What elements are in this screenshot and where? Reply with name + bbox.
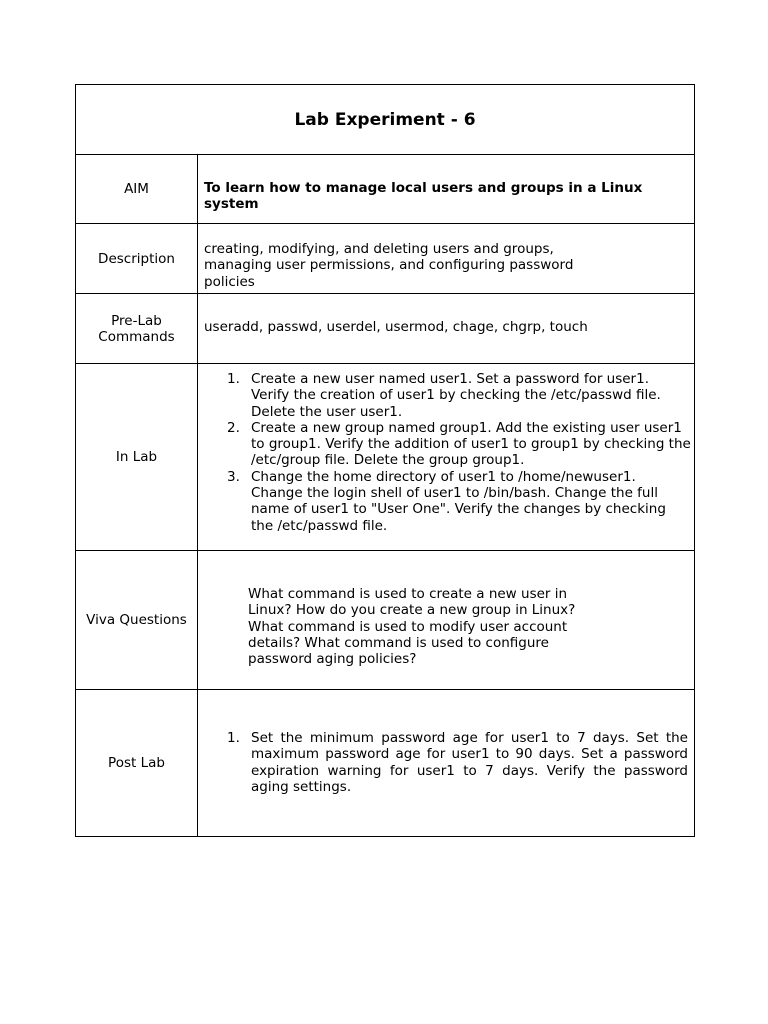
page-title: Lab Experiment - 6 [294,110,476,130]
step-number: 3. [227,468,240,485]
inlab-steps [198,371,691,534]
list-item [198,371,691,420]
step-number: 2. [227,419,240,436]
description-text: creating, modifying, and deleting users and groups, managing user permissions, and configuring password policies [204,241,574,290]
viva-text: What command is used to create a new user in Linux? How do you create a new group in Linux? What command is used to modify user account details? What command is used to configure password aging policies? [248,586,576,668]
inlab-label: In Lab [76,364,198,550]
step-number: 1. [227,730,240,746]
step-text: Change the home directory of user1 to /home/newuser1. Change the login shell of user1 to /bin/bash. Change the full name of user1 to "User One". Verify the changes by checking the /etc/passwd file. [251,468,666,534]
lab-table [75,84,695,837]
aim-row [76,154,694,223]
step-text: Set the minimum password age for user1 to 7 days. Set the maximum password age for user1 to 90 days. Set a password expiration warning for user1 to 7 days. Verify the password aging settings. [251,730,688,795]
description-label: Description [76,224,198,293]
step-text: Create a new user named user1. Set a password for user1. Verify the creation of user1 by checking the /etc/passwd file. Delete the user user1. [251,371,661,420]
aim-label: AIM [76,155,198,223]
description-row [76,223,694,293]
inlab-cell [198,364,694,550]
prelab-label-text: Pre-Lab Commands [98,312,175,345]
inlab-row [76,363,694,550]
postlab-cell [198,690,694,836]
list-item [198,420,691,469]
description-cell [198,224,694,293]
prelab-text: useradd, passwd, userdel, usermod, chage, chgrp, touch [204,319,588,335]
prelab-label [76,294,198,363]
viva-cell [198,551,694,689]
postlab-row [76,689,694,836]
postlab-label: Post Lab [76,690,198,836]
prelab-cell [198,294,694,363]
postlab-steps [198,730,688,795]
list-item [198,730,688,795]
step-number: 1. [227,371,240,387]
title-row [76,85,694,155]
aim-cell [198,155,694,223]
viva-label: Viva Questions [76,551,198,689]
viva-row [76,550,694,689]
step-text: Create a new group named group1. Add the existing user user1 to group1. Verify the addition of user1 to group1 by checking the /etc/group file. Delete the group group1. [251,419,691,469]
list-item [198,469,691,534]
aim-text: To learn how to manage local users and groups in a Linux system [204,180,643,213]
prelab-row [76,293,694,363]
